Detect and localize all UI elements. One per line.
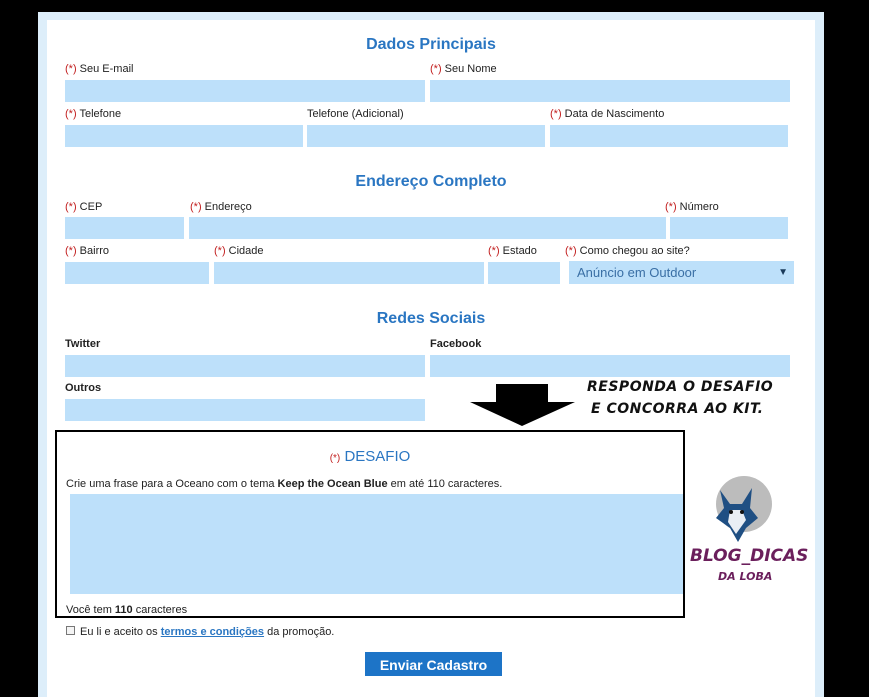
challenge-textarea[interactable]: [70, 494, 683, 594]
required-mark: (*): [65, 201, 77, 213]
label-telefone-adicional: Telefone (Adicional): [307, 108, 404, 120]
promo-line-1: RESPONDA O DESAFIO: [587, 379, 774, 395]
required-mark: (*): [329, 453, 341, 464]
neighborhood-field[interactable]: [65, 262, 209, 284]
challenge-title: (*) DESAFIO: [329, 448, 411, 465]
number-field[interactable]: [670, 217, 788, 239]
label-twitter: Twitter: [65, 338, 101, 350]
required-mark: (*): [665, 201, 677, 213]
dropdown-arrow-icon: ▼: [778, 267, 788, 278]
label-telefone: (*) Telefone: [65, 108, 122, 120]
required-mark: (*): [65, 108, 77, 120]
phone-additional-field[interactable]: [307, 125, 545, 147]
character-counter: Você tem 110 caracteres: [66, 604, 188, 616]
label-nome: (*) Seu Nome: [430, 63, 497, 75]
state-field[interactable]: [488, 262, 560, 284]
label-numero: (*) Número: [665, 201, 719, 213]
terms-text: Eu li e aceito os termos e condições da promoção.: [80, 626, 335, 638]
required-mark: (*): [430, 63, 442, 75]
wolf-icon: [706, 484, 766, 544]
address-field[interactable]: [189, 217, 666, 239]
required-mark: (*): [65, 63, 77, 75]
label-outros: Outros: [65, 382, 102, 394]
challenge-description: Crie uma frase para a Oceano com o tema Keep the Ocean Blue em até 110 caracteres.: [66, 478, 503, 490]
section-title-endereco: Endereço Completo: [355, 173, 507, 190]
name-field[interactable]: [430, 80, 790, 102]
label-bairro: (*) Bairro: [65, 245, 110, 257]
blog-logo: [688, 468, 809, 592]
section-title-dados: Dados Principais: [366, 36, 496, 53]
label-email: (*) Seu E-mail: [65, 63, 134, 75]
required-mark: (*): [65, 245, 77, 257]
terms-checkbox[interactable]: [66, 626, 75, 635]
section-title-redes: Redes Sociais: [376, 310, 486, 327]
promo-line-2: E CONCORRA AO KIT.: [591, 401, 764, 417]
label-cidade: (*) Cidade: [214, 245, 264, 257]
city-field[interactable]: [214, 262, 484, 284]
label-como-chegou: (*) Como chegou ao site?: [565, 245, 690, 257]
referral-select-value: Anúncio em Outdoor: [577, 265, 697, 280]
cep-field[interactable]: [65, 217, 184, 239]
terms-link[interactable]: termos e condições: [160, 626, 265, 638]
logo-subtitle: DA LOBA: [718, 570, 773, 583]
down-arrow-icon: [470, 384, 580, 428]
birthdate-field[interactable]: [550, 125, 788, 147]
required-mark: (*): [214, 245, 226, 257]
email-field[interactable]: [65, 80, 425, 102]
phone-field[interactable]: [65, 125, 303, 147]
label-cep: (*) CEP: [65, 201, 103, 213]
required-mark: (*): [550, 108, 562, 120]
label-nascimento: (*) Data de Nascimento: [550, 108, 665, 120]
required-mark: (*): [190, 201, 202, 213]
others-field[interactable]: [65, 399, 425, 421]
twitter-field[interactable]: [65, 355, 425, 377]
label-facebook: Facebook: [430, 338, 482, 350]
required-mark: (*): [565, 245, 577, 257]
label-endereco: (*) Endereço: [190, 201, 252, 213]
referral-select[interactable]: [569, 261, 794, 284]
logo-title: BLOG_DICAS: [690, 546, 809, 566]
facebook-field[interactable]: [430, 355, 790, 377]
label-estado: (*) Estado: [488, 245, 537, 257]
required-mark: (*): [488, 245, 500, 257]
submit-button[interactable]: Enviar Cadastro: [365, 652, 502, 676]
challenge-box: [55, 430, 685, 618]
